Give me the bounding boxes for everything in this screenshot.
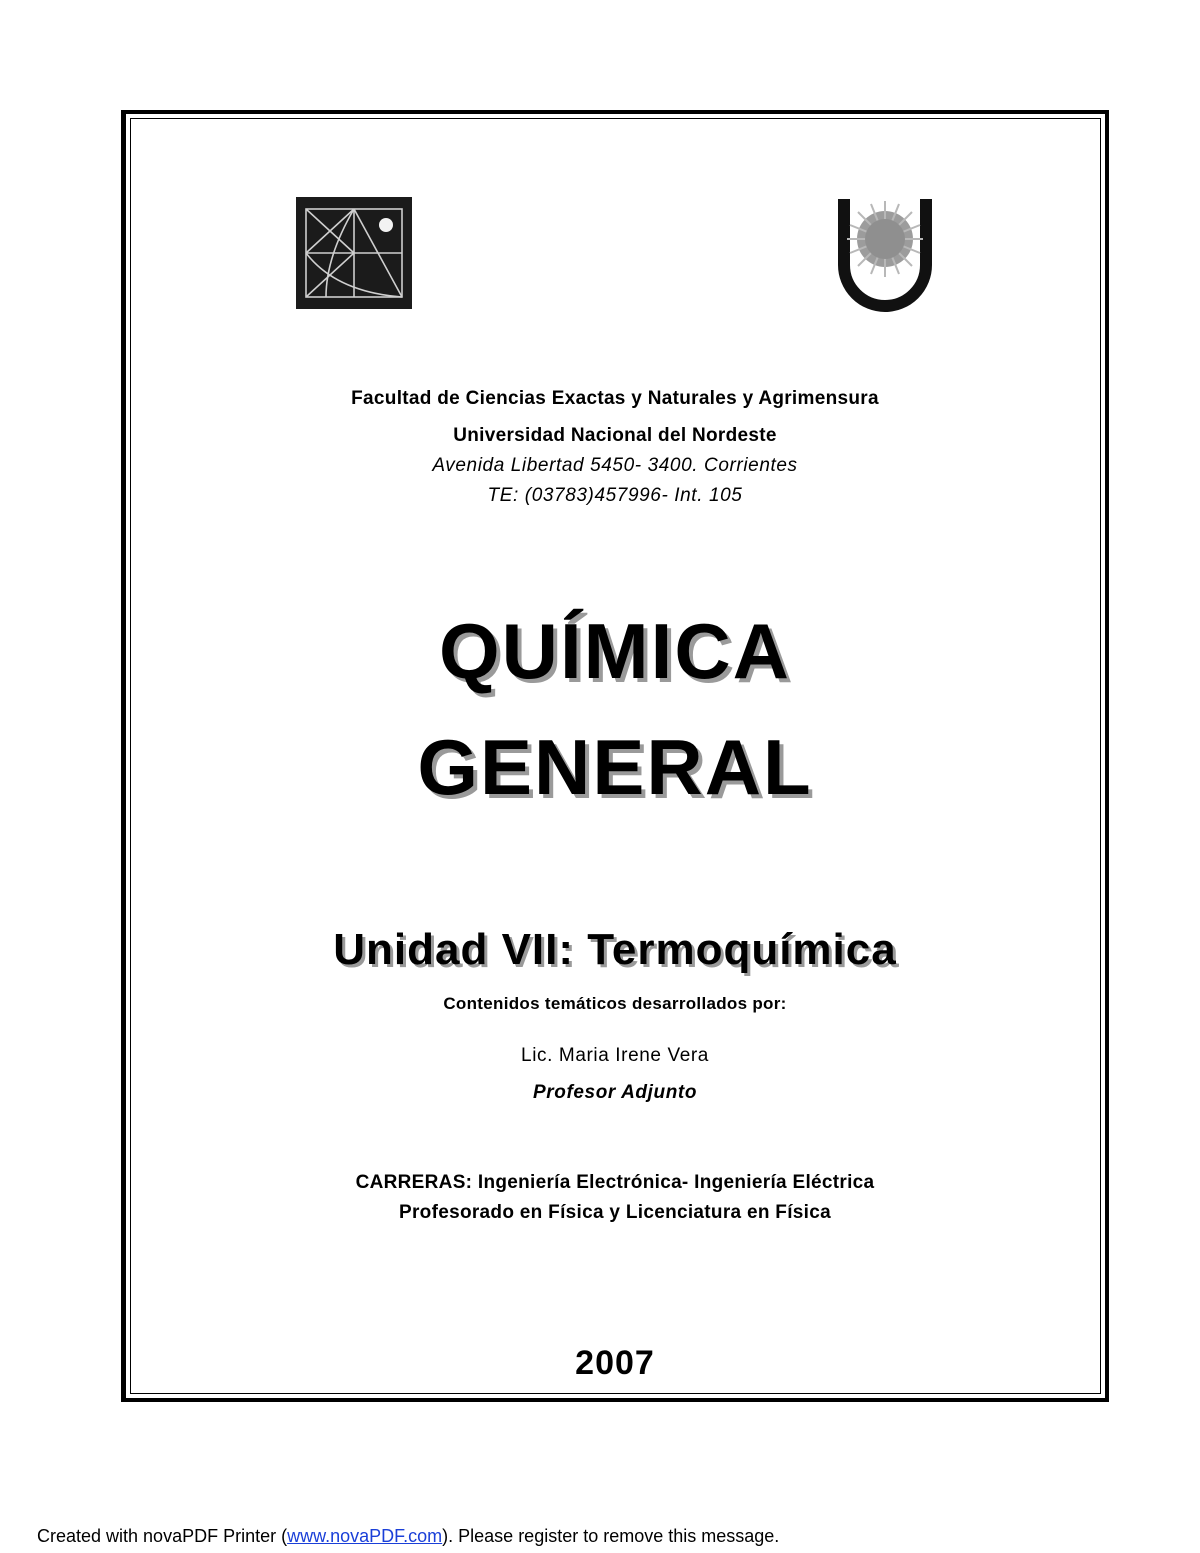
footer-text-after: ). Please register to remove this message. [442, 1526, 780, 1546]
university-name: Universidad Nacional del Nordeste [453, 425, 777, 446]
footer-notice [37, 1526, 779, 1547]
unne-logo-icon [836, 195, 934, 313]
faculty-name: Facultad de Ciencias Exactas y Naturales y Agrimensura [351, 388, 879, 409]
footer-text-before: Created with novaPDF Printer ( [37, 1526, 288, 1546]
unit-title: Unidad VII: Termoquímica [333, 925, 897, 974]
year: 2007 [575, 1344, 655, 1382]
author-role: Profesor Adjunto [532, 1082, 698, 1103]
title-line-1: QUÍMICA [439, 607, 791, 695]
careers-line-2: Profesorado en Física y Licenciatura en Física [399, 1202, 831, 1223]
faculty-logo-icon [296, 197, 412, 309]
footer-link[interactable]: www.novaPDF.com [287, 1526, 443, 1546]
title-line-2: GENERAL [417, 723, 813, 811]
careers-line-1: CARRERAS: Ingeniería Electrónica- Ingeniería Eléctrica [355, 1172, 875, 1193]
author-name: Lic. Maria Irene Vera [521, 1045, 709, 1066]
contents-by: Contenidos temáticos desarrollados por: [443, 994, 787, 1013]
address: Avenida Libertad 5450- 3400. Corrientes [432, 455, 798, 476]
phone: TE: (03783)457996- Int. 105 [487, 485, 743, 506]
